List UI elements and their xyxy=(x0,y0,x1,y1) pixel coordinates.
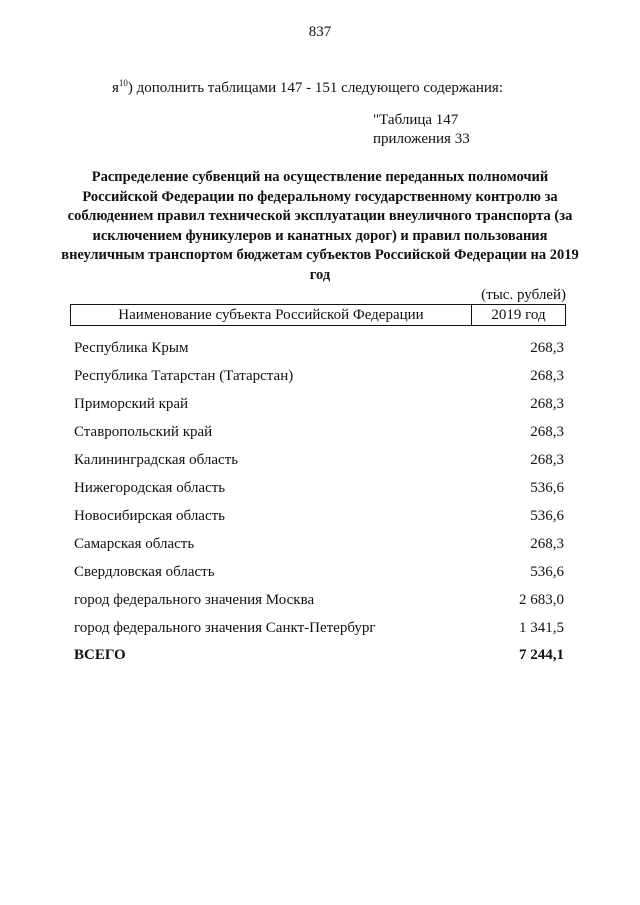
units-label: (тыс. рублей) xyxy=(481,287,566,303)
total-amount: 7 244,1 xyxy=(519,647,564,663)
amount: 268,3 xyxy=(530,424,564,440)
amount: 536,6 xyxy=(530,564,564,580)
subject-name: Нижегородская область xyxy=(74,480,226,496)
table-body xyxy=(74,334,564,642)
page-number: 837 xyxy=(308,24,332,40)
amount: 268,3 xyxy=(530,452,564,468)
amount: 536,6 xyxy=(530,508,564,524)
appendix-number: приложения 33 xyxy=(373,131,470,147)
total-row xyxy=(74,643,564,667)
intro-text: ) дополнить таблицами 147 - 151 следующего содержания: xyxy=(127,80,504,96)
total-label: ВСЕГО xyxy=(74,647,126,663)
amount: 268,3 xyxy=(530,340,564,356)
amount: 2 683,0 xyxy=(519,592,564,608)
intro-prefix: я xyxy=(112,80,119,96)
amount: 268,3 xyxy=(530,368,564,384)
subject-name: Республика Татарстан (Татарстан) xyxy=(74,368,294,384)
table-row xyxy=(74,446,564,474)
table-row xyxy=(74,502,564,530)
subject-name: Новосибирская область xyxy=(74,508,226,524)
table-number: "Таблица 147 xyxy=(373,112,459,128)
amount: 268,3 xyxy=(530,536,564,552)
table-row xyxy=(74,418,564,446)
header-year: 2019 год xyxy=(491,307,546,323)
intro-line xyxy=(112,78,503,97)
table-row xyxy=(74,474,564,502)
table-header xyxy=(70,304,566,326)
subject-name: Самарская область xyxy=(74,536,195,552)
amount: 536,6 xyxy=(530,480,564,496)
table-row xyxy=(74,334,564,362)
subject-name: Калининградская область xyxy=(74,452,239,468)
table-row xyxy=(74,362,564,390)
table-row xyxy=(74,614,564,642)
amount: 1 341,5 xyxy=(519,620,564,636)
footnote-ref: 10 xyxy=(118,78,128,88)
subject-name: Приморский край xyxy=(74,396,189,412)
subject-name: Ставропольский край xyxy=(74,424,213,440)
header-subject-name: Наименование субъекта Российской Федерации xyxy=(71,305,472,325)
table-row xyxy=(74,390,564,418)
amount: 268,3 xyxy=(530,396,564,412)
subject-name: город федерального значения Санкт-Петербург xyxy=(74,620,376,636)
table-row xyxy=(74,530,564,558)
table-row xyxy=(74,586,564,614)
subject-name: Республика Крым xyxy=(74,340,189,356)
subject-name: Свердловская область xyxy=(74,564,215,580)
table-row xyxy=(74,558,564,586)
document-title: Распределение субвенций на осуществление переданных полномочий Российской Федерации по федеральному государственному контролю за соблюдением правил технической эксплуатации внеуличного транспорта (за исключением фуникулеров и канатных дорог) и правил пользования внеуличным транспортом бюджетам субъектов Российской Федерации на 2019 год xyxy=(61,169,579,283)
table-reference xyxy=(373,111,470,149)
subject-name: город федерального значения Москва xyxy=(74,592,315,608)
